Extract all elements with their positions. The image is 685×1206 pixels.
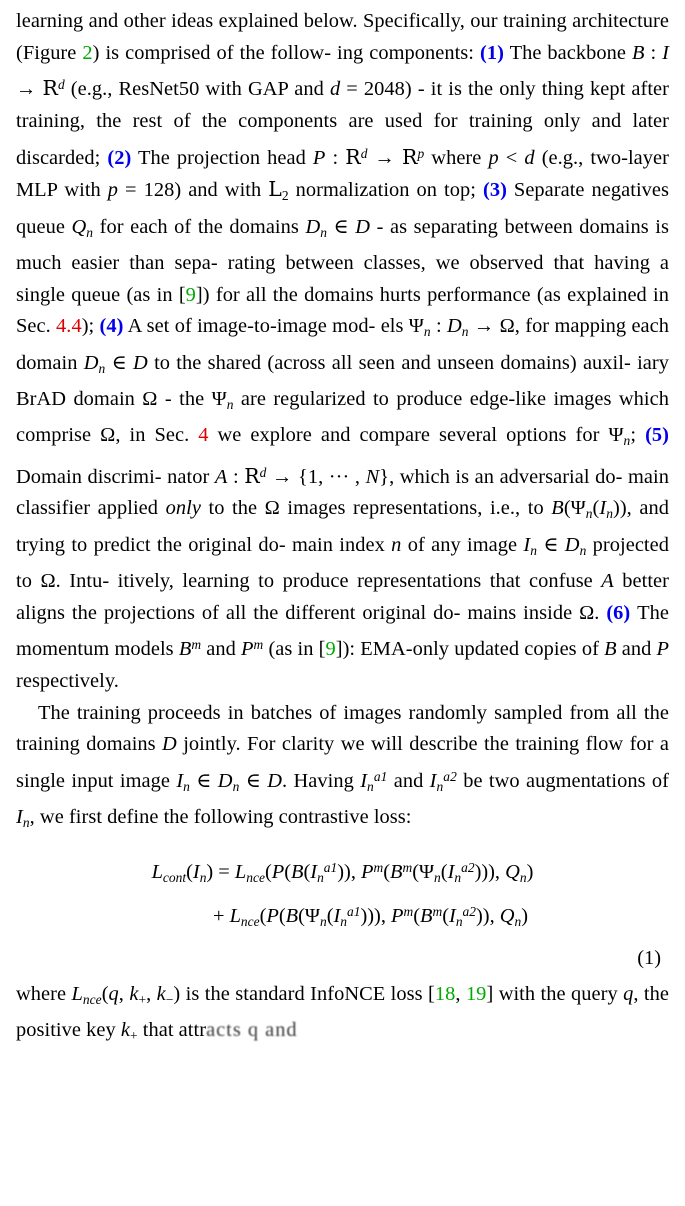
enumerator-6: (6) [606, 601, 631, 624]
paragraph-components: learning and other ideas explained below. Specifically, our training architecture (Figure 2) is comprised of the follow- ing components: (1) The backbone B : $I \to R^d$ (e.g., ResNet50 with GAP and d = 2048) - it is the only thing kept after training, the rest of the components are used for training only and later discarded; (2) The projection head P : $R^d \to R^p$ where p < d (e.g., two-layer MLP with p = 128) and with $L_2$ normalization on top; (3) Separate negatives queue $Q_n$ for each of the domains $D_n$ ∈ D - as separating between domains is much easier than sepa- rating between classes, we observed that having a single queue (as in [9]) for all the domains hurts performance (as explained in Sec. 4.4); (4) A set of image-to-image mod- els $\Psi_n$ : $D_n \to \Omega$, for mapping each domain $D_n$ ∈ D to the shared (across all seen and unseen domains) auxil- iary BrAD domain Ω - the $\Psi_n$ are regularized to produce edge-like images which comprise Ω, in Sec. 4 we explore and compare several options for $\Psi_n$; (5) Domain discrimi- nator A : $R^d \to \{1$, ··· , N}, which is an adversarial do- main classifier applied only to the Ω images representations, i.e., to $B(\Psi_n(I_n))$, and trying to predict the original do- main index n of any image $I_n$ ∈ $D_n$ projected to Ω. Intu- itively, learning to produce representations that confuse A better aligns the projections of all the different original do- mains inside Ω. (6) The momentum models $B^m$ and $P^m$ (as in [9]): EMA-only updated copies of B and P respectively. [16, 10, 670, 693]
section-reference-4[interactable]: 4 [198, 424, 209, 447]
paragraph-infonce: where $L_{nce}(q$, $k_+$, $k_-$) is the standard InfoNCE loss [18, 19] with the query q, the positive key $k_+$ that attracts q and [16, 982, 669, 1043]
enumerator-4: (4) [99, 315, 124, 338]
enumerator-3: (3) [482, 179, 507, 202]
section-reference-4-4[interactable]: 4.4 [56, 315, 82, 338]
page-bottom-fade [0, 1190, 685, 1206]
figure-reference-2[interactable]: 2 [82, 41, 93, 64]
citation-19[interactable]: 19 [465, 982, 487, 1005]
enumerator-2: (2) [107, 146, 132, 169]
enumerator-5: (5) [645, 424, 669, 447]
enumerator-1: (1) [480, 41, 504, 64]
equation-contrastive-loss [16, 851, 669, 975]
citation-18[interactable]: 18 [434, 982, 456, 1005]
equation-line-1: $L_{cont}(I_n) = L_{nce}(P(B(I_n^{a1}))$, $P^m(B^m(\Psi_n(I_n^{a2})))$, $Q_n$) [151, 859, 534, 885]
paragraph-training-flow: The training proceeds in batches of images randomly sampled from all the training domains D jointly. For clarity we will describe the training flow for a single input image $I_n$ ∈ $D_n$ ∈ D. Having $I_n^{a1}$ and $I_n^{a2}$ be two augmentations of $I_n$, we first define the following contrastive loss: [16, 701, 670, 831]
citation-9[interactable]: 9 [185, 283, 196, 306]
equation-line-2: + $L_{nce}(P(B(\Psi_n(I_n^{a1})))$, $P^m(B^m(I_n^{a2}))$, $Q_n$) [212, 903, 529, 929]
equation-number: (1) [637, 946, 661, 969]
citation-9-second[interactable]: 9 [325, 638, 336, 661]
